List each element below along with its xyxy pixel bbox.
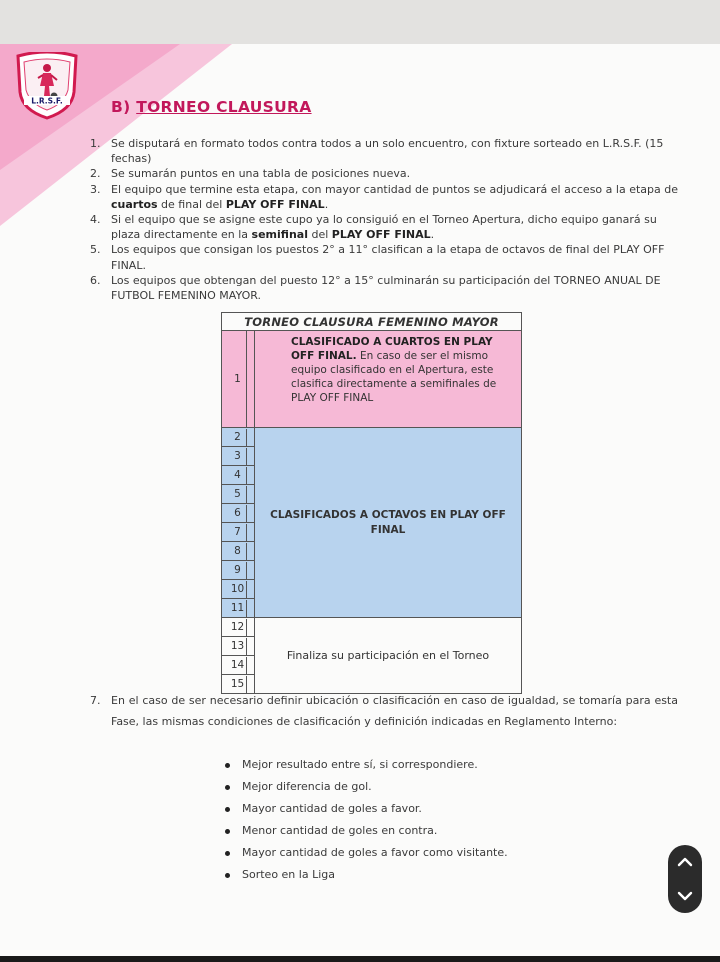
rule-number: 4. [90,213,101,227]
rule-text: Si el equipo que se asigne este cupo ya lo consiguió en el Torneo Apertura, dicho equipo ganará su plaza directamente en la [111,213,657,242]
rule-item [90,273,678,303]
position-number: 12 [230,619,247,636]
position-cell [222,485,255,504]
position-cell [222,447,255,466]
rule-7 [90,690,678,732]
position-cell [222,466,255,485]
rule-number: 2. [90,167,101,181]
position-cell [222,561,255,580]
rule-number: 6. [90,273,101,287]
rule-item [90,182,678,212]
position-cell [222,599,255,618]
position-cell [222,428,255,447]
table-title: TORNEO CLAUSURA FEMENINO MAYOR [222,313,522,331]
rule-text: del [307,228,332,242]
position-number: 7 [230,524,247,541]
rule-item [90,166,678,181]
section-title [111,98,312,116]
rules-list [90,136,678,303]
position-cell [222,637,255,656]
group1-text: En caso de ser el mismo equipo clasificado en el Apertura, este clasifica directamente a semifinales de PLAY OFF FINAL [291,350,497,404]
rule-text: El equipo que termine esta etapa, con mayor cantidad de puntos se adjudicará el acceso a la etapa de [111,182,678,196]
logo-text: L.R.S.F. [31,96,63,106]
position-cell [222,618,255,637]
position-number: 13 [230,638,247,655]
rule-item [90,212,678,242]
position-number: 9 [230,562,247,579]
rule-number: 7. [90,694,101,707]
section-title-text: TORNEO CLAUSURA [136,98,312,116]
position-number: 6 [230,505,247,522]
rule-text: de final del [157,197,226,211]
rule-bold: PLAY OFF FINAL [331,228,431,242]
rule-number: 1. [90,137,101,150]
chevron-up-icon[interactable] [668,851,702,873]
tiebreaker-list [222,757,508,889]
bottom-bar [0,956,720,962]
rule-text: Se sumarán puntos en una tabla de posiciones nueva. [111,167,411,181]
position-number: 5 [230,486,247,503]
tiebreaker-item: Mayor cantidad de goles a favor. [222,801,508,823]
chevron-down-icon[interactable] [668,885,702,907]
position-cell [222,523,255,542]
rule-text: Se disputará en formato todos contra todos a un solo encuentro, con fixture sorteado en L.R.S.F. (15 fechas) [111,137,664,166]
position-number: 3 [230,448,247,465]
rule-item [90,242,678,272]
position-cell [222,504,255,523]
group1-description [255,331,522,428]
position-number: 4 [230,467,247,484]
tiebreaker-item: Sorteo en la Liga [222,867,508,889]
position-number: 14 [230,657,247,674]
rule-text: Los equipos que obtengan del puesto 12° a 15° culminarán su participación del TORNEO ANUAL DE FUTBOL FEMENINO MAYOR. [111,273,661,303]
group3-description: Finaliza su participación en el Torneo [255,618,522,694]
position-number: 10 [230,581,247,598]
rule-item [90,136,678,166]
rule-bold: PLAY OFF FINAL [225,197,325,211]
position-cell [222,331,255,428]
rule-bold: cuartos [111,197,158,211]
tiebreaker-item: Mejor diferencia de gol. [222,779,508,801]
position-number: 8 [230,543,247,560]
group2-description: CLASIFICADOS A OCTAVOS EN PLAY OFF FINAL [255,428,522,618]
rule-number: 5. [90,243,101,257]
rule-bold: semifinal [251,228,308,242]
rule-number: 3. [90,182,101,196]
rule-text: . [324,197,329,211]
rule-text: Los equipos que consigan los puestos 2° a 11° clasifican a la etapa de octavos de final del PLAY OFF FINAL. [111,243,665,272]
tiebreaker-item: Mayor cantidad de goles a favor como visitante. [222,845,508,867]
page-scroll-control [668,845,702,913]
rule-text: En el caso de ser necesario definir ubicación o clasificación en caso de igualdad, se tomaría para esta Fase, las mismas condiciones de clasificación y definición indicadas en Reglamento Interno: [111,694,678,728]
rule-text: . [430,228,435,242]
group1-bold: CLASIFICADO A CUARTOS EN PLAY OFF FINAL. [291,336,493,362]
position-cell [222,542,255,561]
position-number: 15 [230,676,247,693]
section-prefix: B) [111,98,131,116]
tiebreaker-item: Menor cantidad de goles en contra. [222,823,508,845]
position-number: 11 [230,600,247,617]
position-cell [222,580,255,599]
standings-table [221,312,522,694]
tiebreaker-item: Mejor resultado entre sí, si correspondiere. [222,757,508,779]
position-cell [222,656,255,675]
position-number: 2 [230,429,247,446]
league-logo [14,52,80,124]
position-number: 1 [230,331,247,427]
